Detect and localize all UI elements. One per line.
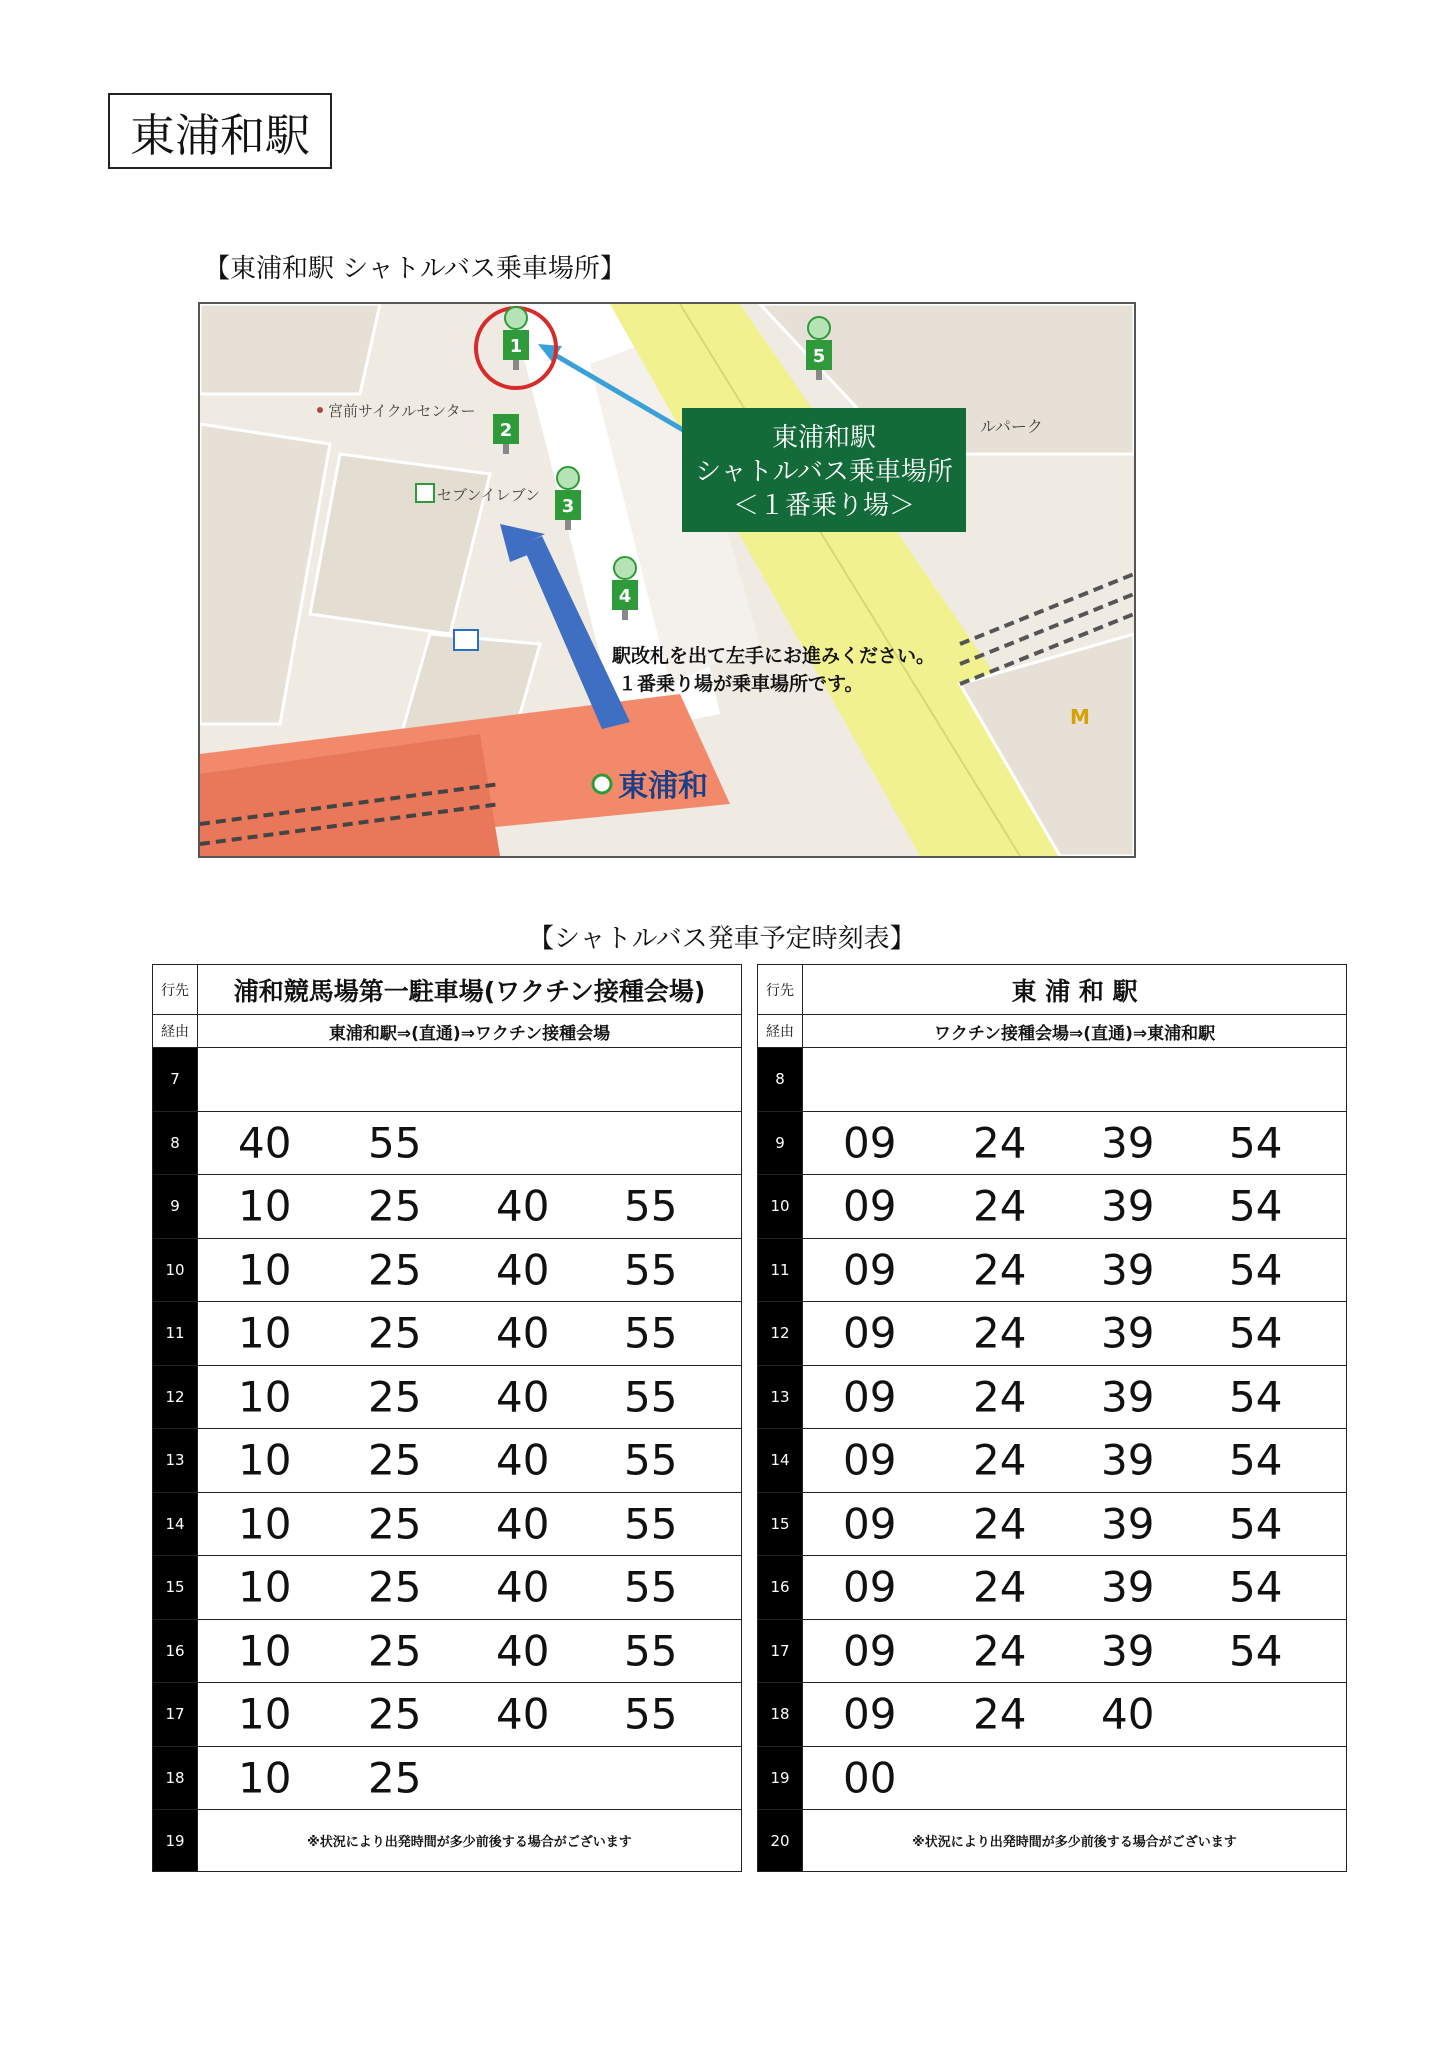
stop-number: 5	[812, 346, 826, 367]
departure-minute: 39	[1101, 1308, 1155, 1358]
hour-row	[153, 1302, 742, 1366]
departure-minute: 09	[843, 1689, 897, 1739]
departure-minute: 39	[1101, 1435, 1155, 1485]
via-route: ワクチン接種会場⇒(直通)⇒東浦和駅	[803, 1015, 1347, 1048]
departure-minute: 25	[368, 1562, 422, 1612]
hour-cell: 18	[153, 1746, 198, 1810]
station-title	[108, 93, 332, 169]
departure-minute: 24	[973, 1626, 1027, 1676]
minutes-cell	[803, 1302, 1347, 1366]
instruction-line-2: １番乗り場が乗車場所です。	[618, 673, 864, 695]
departure-minute: 10	[238, 1181, 292, 1231]
minutes-cell	[803, 1048, 1347, 1112]
departure-minute: 55	[624, 1181, 678, 1231]
minutes-cell	[198, 1619, 742, 1683]
note-row	[153, 1810, 742, 1872]
departure-minute: 10	[238, 1689, 292, 1739]
departure-minute: 25	[368, 1245, 422, 1295]
poi-cycle-label: 宮前サイクルセンター	[328, 402, 476, 420]
map-station-label: 東浦和	[618, 769, 708, 804]
timetable-to-venue	[152, 964, 742, 1872]
via-row	[758, 1015, 1347, 1048]
hour-row	[153, 1429, 742, 1493]
departure-minute: 24	[973, 1372, 1027, 1422]
poi-park-label: ルパーク	[980, 417, 1043, 436]
departure-minute: 10	[238, 1562, 292, 1612]
via-route: 東浦和駅⇒(直通)⇒ワクチン接種会場	[198, 1015, 742, 1048]
callout-line-1: 東浦和駅	[771, 423, 877, 453]
minutes-cell	[803, 1429, 1347, 1493]
departure-minute: 55	[368, 1118, 422, 1168]
stop-number: 2	[499, 420, 513, 441]
departure-minute: 24	[973, 1499, 1027, 1549]
departure-minute: 55	[624, 1499, 678, 1549]
minutes-cell	[803, 1683, 1347, 1747]
minutes-cell	[198, 1238, 742, 1302]
familymart-icon	[454, 630, 478, 650]
departure-minute: 09	[843, 1245, 897, 1295]
map-svg	[200, 304, 1134, 856]
hour-row	[153, 1683, 742, 1747]
departure-minute: 09	[843, 1626, 897, 1676]
minutes-cell	[803, 1111, 1347, 1175]
departure-minute: 09	[843, 1372, 897, 1422]
hour-row	[153, 1048, 742, 1112]
schedule-note: ※状況により出発時間が多少前後する場合がございます	[803, 1810, 1347, 1872]
timetable-body	[153, 965, 742, 1872]
departure-minute: 24	[973, 1689, 1027, 1739]
destination-name: 浦和競馬場第一駐車場(ワクチン接種会場)	[198, 965, 742, 1015]
departure-minute: 39	[1101, 1245, 1155, 1295]
departure-minute: 39	[1101, 1372, 1155, 1422]
minutes-cell	[198, 1556, 742, 1620]
departure-minute: 10	[238, 1435, 292, 1485]
hour-cell: 8	[758, 1048, 803, 1112]
minutes-cell	[198, 1429, 742, 1493]
callout-line-3: ＜１番乗り場＞	[732, 491, 916, 521]
minutes-cell	[803, 1238, 1347, 1302]
hour-cell: 19	[153, 1810, 198, 1872]
departure-minute: 25	[368, 1308, 422, 1358]
hour-cell: 12	[153, 1365, 198, 1429]
departure-minute: 55	[624, 1626, 678, 1676]
departure-minute: 55	[624, 1245, 678, 1295]
poi-dot	[317, 407, 323, 413]
hour-row	[758, 1365, 1347, 1429]
hour-cell: 14	[153, 1492, 198, 1556]
hour-cell: 11	[758, 1238, 803, 1302]
minutes-cell	[198, 1048, 742, 1112]
hour-row	[758, 1111, 1347, 1175]
seven-eleven-icon	[416, 484, 434, 502]
station-map	[198, 302, 1136, 858]
minutes-cell	[803, 1175, 1347, 1239]
hour-cell: 9	[758, 1111, 803, 1175]
departure-minute: 24	[973, 1562, 1027, 1612]
departure-minute: 09	[843, 1308, 897, 1358]
departure-minute: 24	[973, 1308, 1027, 1358]
departure-minute: 25	[368, 1499, 422, 1549]
departure-minute: 54	[1229, 1372, 1283, 1422]
departure-minute: 40	[1101, 1689, 1155, 1739]
departure-minute: 10	[238, 1499, 292, 1549]
station-title-text: 東浦和駅	[129, 108, 310, 162]
departure-minute: 24	[973, 1435, 1027, 1485]
minutes-cell	[803, 1746, 1347, 1810]
hour-row	[153, 1238, 742, 1302]
station-icon	[593, 775, 611, 793]
destination-row	[153, 965, 742, 1015]
departure-minute: 39	[1101, 1499, 1155, 1549]
dest-label: 行先	[153, 965, 198, 1015]
hour-row	[758, 1238, 1347, 1302]
minutes-cell	[198, 1683, 742, 1747]
hour-row	[758, 1746, 1347, 1810]
hour-cell: 18	[758, 1683, 803, 1747]
hour-cell: 8	[153, 1111, 198, 1175]
hour-cell: 17	[153, 1683, 198, 1747]
departure-minute: 09	[843, 1499, 897, 1549]
hour-row	[758, 1683, 1347, 1747]
departure-minute: 24	[973, 1245, 1027, 1295]
departure-minute: 39	[1101, 1626, 1155, 1676]
hour-row	[153, 1111, 742, 1175]
building	[200, 304, 380, 394]
hour-row	[758, 1619, 1347, 1683]
departure-minute: 54	[1229, 1626, 1283, 1676]
hour-cell: 10	[758, 1175, 803, 1239]
poi-seven-label: セブンイレブン	[437, 486, 541, 504]
departure-minute: 10	[238, 1372, 292, 1422]
hour-cell: 12	[758, 1302, 803, 1366]
departure-minute: 24	[973, 1181, 1027, 1231]
map-caption: 【東浦和駅 シャトルバス乗車場所】	[204, 254, 626, 284]
hour-cell: 10	[153, 1238, 198, 1302]
departure-minute: 40	[496, 1689, 550, 1739]
stop-number: 3	[561, 496, 575, 517]
departure-minute: 54	[1229, 1435, 1283, 1485]
hour-cell: 7	[153, 1048, 198, 1112]
departure-minute: 09	[843, 1118, 897, 1168]
departure-minute: 39	[1101, 1562, 1155, 1612]
departure-minute: 40	[238, 1118, 292, 1168]
departure-minute: 09	[843, 1562, 897, 1612]
departure-minute: 25	[368, 1689, 422, 1739]
departure-minute: 00	[843, 1753, 897, 1803]
dest-label: 行先	[758, 965, 803, 1015]
hour-cell: 9	[153, 1175, 198, 1239]
mcdonalds-icon: M	[1070, 705, 1090, 729]
schedule-note: ※状況により出発時間が多少前後する場合がございます	[198, 1810, 742, 1872]
hour-cell: 16	[153, 1619, 198, 1683]
stop-number: 1	[509, 336, 523, 357]
hour-cell: 16	[758, 1556, 803, 1620]
departure-minute: 39	[1101, 1118, 1155, 1168]
via-row	[153, 1015, 742, 1048]
hour-row	[758, 1048, 1347, 1112]
departure-minute: 40	[496, 1435, 550, 1485]
departure-minute: 25	[368, 1372, 422, 1422]
minutes-cell	[198, 1492, 742, 1556]
departure-minute: 40	[496, 1626, 550, 1676]
departure-minute: 25	[368, 1181, 422, 1231]
departure-minute: 40	[496, 1499, 550, 1549]
departure-minute: 24	[973, 1118, 1027, 1168]
minutes-cell	[198, 1302, 742, 1366]
departure-minute: 55	[624, 1372, 678, 1422]
hour-row	[758, 1556, 1347, 1620]
departure-minute: 54	[1229, 1118, 1283, 1168]
departure-minute: 55	[624, 1562, 678, 1612]
departure-minute: 55	[624, 1435, 678, 1485]
departure-minute: 40	[496, 1245, 550, 1295]
departure-minute: 40	[496, 1562, 550, 1612]
hour-row	[153, 1556, 742, 1620]
departure-minute: 10	[238, 1626, 292, 1676]
departure-minute: 40	[496, 1372, 550, 1422]
hour-cell: 20	[758, 1810, 803, 1872]
minutes-cell	[803, 1556, 1347, 1620]
departure-minute: 25	[368, 1626, 422, 1676]
departure-minute: 10	[238, 1753, 292, 1803]
hour-row	[153, 1492, 742, 1556]
note-row	[758, 1810, 1347, 1872]
hour-row	[153, 1619, 742, 1683]
timetable-body	[758, 965, 1347, 1872]
hour-cell: 19	[758, 1746, 803, 1810]
departure-minute: 54	[1229, 1562, 1283, 1612]
departure-minute: 25	[368, 1753, 422, 1803]
hour-row	[758, 1302, 1347, 1366]
minutes-cell	[198, 1111, 742, 1175]
minutes-cell	[803, 1365, 1347, 1429]
departure-minute: 40	[496, 1308, 550, 1358]
departure-minute: 55	[624, 1689, 678, 1739]
departure-minute: 40	[496, 1181, 550, 1231]
departure-minute: 09	[843, 1181, 897, 1231]
callout-line-2: シャトルバス乗車場所	[695, 457, 953, 487]
timetable-caption: 【シャトルバス発車予定時刻表】	[528, 924, 916, 954]
minutes-cell	[803, 1619, 1347, 1683]
via-label: 経由	[153, 1015, 198, 1048]
hour-cell: 15	[758, 1492, 803, 1556]
hour-row	[758, 1429, 1347, 1493]
minutes-cell	[803, 1492, 1347, 1556]
stop-number: 4	[618, 586, 632, 607]
departure-minute: 25	[368, 1435, 422, 1485]
hour-row	[758, 1492, 1347, 1556]
departure-minute: 55	[624, 1308, 678, 1358]
minutes-cell	[198, 1746, 742, 1810]
minutes-cell	[198, 1365, 742, 1429]
departure-minute: 10	[238, 1245, 292, 1295]
hour-row	[153, 1746, 742, 1810]
hour-row	[153, 1175, 742, 1239]
hour-row	[153, 1365, 742, 1429]
departure-minute: 10	[238, 1308, 292, 1358]
hour-cell: 17	[758, 1619, 803, 1683]
departure-minute: 54	[1229, 1308, 1283, 1358]
departure-minute: 54	[1229, 1499, 1283, 1549]
instruction-line-1: 駅改札を出て左手にお進みください。	[612, 645, 936, 667]
departure-minute: 54	[1229, 1181, 1283, 1231]
departure-minute: 39	[1101, 1181, 1155, 1231]
hour-cell: 11	[153, 1302, 198, 1366]
hour-cell: 15	[153, 1556, 198, 1620]
destination-name: 東 浦 和 駅	[803, 965, 1347, 1015]
hour-cell: 13	[758, 1365, 803, 1429]
timetable-to-station	[757, 964, 1347, 1872]
hour-row	[758, 1175, 1347, 1239]
via-label: 経由	[758, 1015, 803, 1048]
departure-minute: 09	[843, 1435, 897, 1485]
hour-cell: 14	[758, 1429, 803, 1493]
hour-cell: 13	[153, 1429, 198, 1493]
destination-row	[758, 965, 1347, 1015]
minutes-cell	[198, 1175, 742, 1239]
departure-minute: 54	[1229, 1245, 1283, 1295]
